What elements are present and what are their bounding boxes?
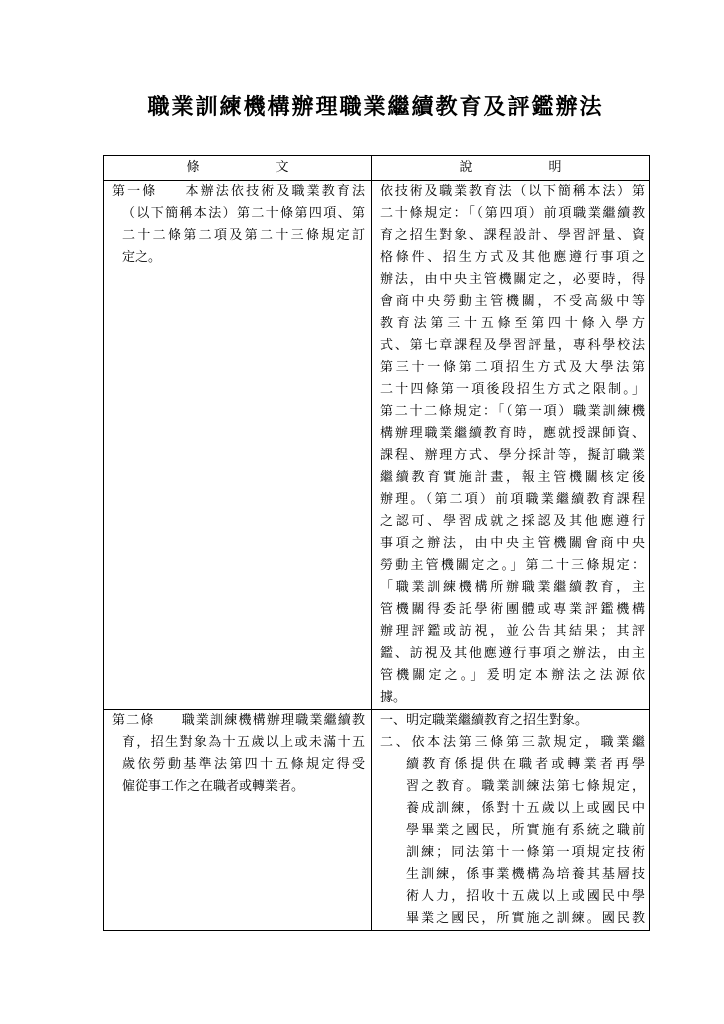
explanation-line: 習之教育。職業訓練法第七條規定， [406, 779, 645, 794]
explanation-line: 第二十二條規定：「（第一項）職業訓練機 [380, 404, 645, 419]
explanation-text: 明定職業繼續教育之招生對象。 [406, 713, 589, 728]
header-article [104, 156, 372, 181]
explanation-line: 學畢業之國民，所實施有系統之職前 [406, 823, 645, 838]
explanation-line: 辦理。（第二項）前項職業繼續教育課程 [380, 492, 645, 507]
explanation-line: 訓練；同法第十一條第一項規定技術 [406, 845, 645, 860]
explanation-line: 畢業之國民，所實施之訓練。國民教 [406, 911, 645, 926]
explanation-item [380, 181, 645, 709]
explanation-cell [372, 181, 650, 710]
explanation-text: 依本法第三條第三款規定，職業繼 [411, 735, 645, 750]
explanation-line: 據。 [380, 690, 407, 705]
explanation-line: 「職業訓練機構所辦職業繼續教育，主 [380, 580, 645, 595]
header-explanation-label: 說明 [459, 160, 638, 175]
explanation-line: 格條件、招生方式及其他應遵行事項之 [380, 250, 645, 265]
explanation-item [380, 732, 645, 930]
table-header-row [104, 156, 650, 181]
explanation-line: 鑑、訪視及其他應遵行事項之辦法，由主 [380, 646, 645, 661]
table-row [104, 710, 650, 931]
explanation-line [380, 710, 645, 732]
article-line: 二十二條第二項及第二十三條規定訂 [122, 228, 365, 243]
article-line: 歲依勞動基準法第四十五條規定得受 [122, 757, 365, 772]
explanation-line [380, 732, 645, 754]
article-line [112, 181, 365, 203]
document-title: 職業訓練機構辦理職業繼續教育及評鑑辦法 [147, 94, 604, 120]
header-article-label: 條文 [186, 160, 365, 175]
article-line: 僱從事工作之在職者或轉業者。 [122, 779, 305, 794]
explanation-line: 育之招生對象、課程設計、學習評量、資 [380, 228, 645, 243]
explanation-item [380, 710, 645, 732]
explanation-line: 養成訓練，係對十五歲以上或國民中 [406, 801, 645, 816]
explanation-cell [372, 710, 650, 931]
article-label: 第二條 [112, 713, 155, 728]
list-marker: 一、 [380, 713, 407, 728]
explanation-line: 式、第七章課程及學習評量，專科學校法 [380, 338, 645, 353]
article-text: 本辦法依技術及職業教育法 [183, 184, 365, 199]
article-cell [104, 181, 372, 710]
explanation-line: 管機關得委託學術團體或專業評鑑機構 [380, 602, 645, 617]
article-line: （以下簡稱本法）第二十條第四項、第 [122, 206, 365, 221]
article-line [112, 710, 365, 732]
explanation-line: 生訓練，係事業機構為培養其基層技 [406, 867, 645, 882]
list-marker: 二、 [380, 735, 412, 750]
explanation-line: 繼續教育實施計畫，報主管機關核定後 [380, 470, 645, 485]
explanation-line: 構辦理職業繼續教育時，應就授課師資、 [380, 426, 645, 441]
explanation-line: 會商中央勞動主管機關，不受高級中等 [380, 294, 645, 309]
explanation-line: 勞動主管機關定之。」第二十三條規定： [380, 558, 645, 573]
explanation-line: 辦法，由中央主管機關定之，必要時，得 [380, 272, 645, 287]
explanation-line: 課程、辦理方式、學分採計等，擬訂職業 [380, 448, 645, 463]
explanation-line: 管機關定之。」爰明定本辦法之法源依 [380, 668, 645, 683]
explanation-line: 之認可、學習成就之採認及其他應遵行 [380, 514, 645, 529]
explanation-line: 第三十一條第二項招生方式及大學法第 [380, 360, 645, 375]
explanation-line: 續教育係提供在職者或轉業者再學 [406, 757, 645, 772]
header-explanation [372, 156, 650, 181]
articles-table [103, 155, 650, 931]
explanation-line: 二十條規定：「（第四項）前項職業繼續教 [380, 206, 645, 221]
table-row [104, 181, 650, 710]
explanation-line: 事項之辦法，由中央主管機關會商中央 [380, 536, 645, 551]
explanation-line: 二十四條第一項後段招生方式之限制。」 [380, 382, 645, 397]
article-line: 育，招生對象為十五歲以上或未滿十五 [122, 735, 365, 750]
explanation-line: 依技術及職業教育法（以下簡稱本法）第 [380, 184, 645, 199]
article-cell [104, 710, 372, 931]
article-label: 第一條 [112, 184, 158, 199]
explanation-line: 教育法第三十五條至第四十條入學方 [380, 316, 645, 331]
table-body [104, 181, 650, 931]
explanation-line: 術人力，招收十五歲以上或國民中學 [406, 889, 645, 904]
article-text: 職業訓練機構辦理職業繼續教 [180, 713, 365, 728]
explanation-line: 辦理評鑑或訪視，並公告其結果；其評 [380, 624, 645, 639]
article-line: 定之。 [122, 250, 162, 265]
